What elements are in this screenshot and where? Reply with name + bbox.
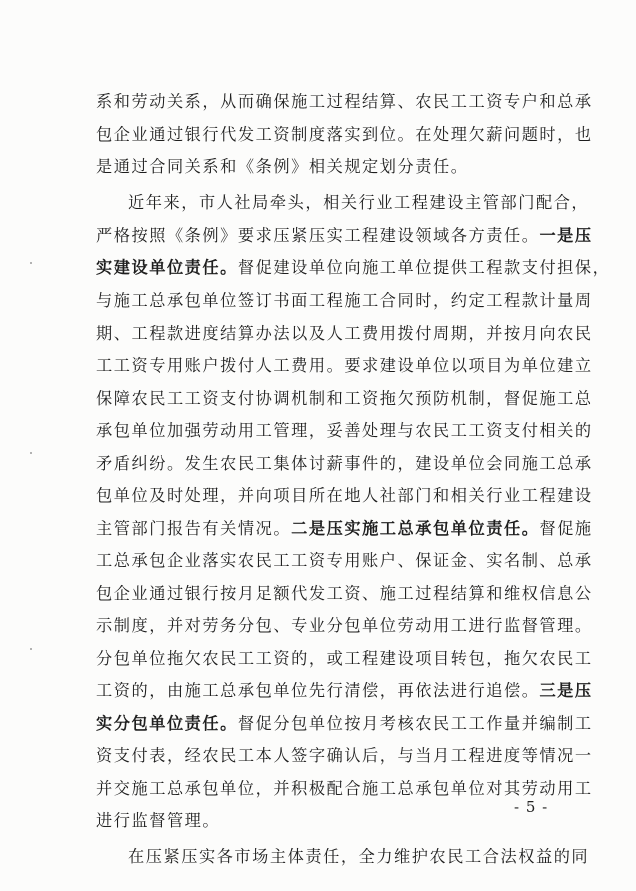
text-line [96, 219, 593, 253]
text-line [96, 609, 593, 643]
bold-text-segment: 二是压实施工总承包单位责任。 [291, 519, 540, 538]
text-line [96, 739, 593, 773]
text-line [96, 772, 593, 806]
text-segment: 示制度，并对劳务分包、专业分包单位劳动用工进行监督管理。 [96, 616, 593, 635]
page-number: - 5 - [514, 798, 549, 816]
text-line [96, 118, 593, 152]
text-line [96, 414, 593, 448]
text-segment: 严格按照《条例》要求压紧压实工程建设领域各方责任。 [96, 226, 540, 245]
text-line [128, 186, 590, 220]
text-line [96, 349, 593, 383]
text-segment: 近年来，市人社局牵头，相关行业工程建设主管部门配合， [128, 193, 590, 212]
text-segment: 在压紧压实各市场主体责任，全力维护农民工合法权益的同 [128, 847, 590, 866]
text-segment: 分包单位拖欠农民工工资的，或工程建设项目转包，拖欠农民工 [96, 649, 593, 668]
text-line [96, 251, 611, 285]
text-segment: 承包单位加强劳动用工管理，妥善处理与农民工工资支付相关的 [96, 421, 593, 440]
text-segment: 期、工程款进度结算办法以及人工费用拨付周期，并按月向农民 [96, 324, 593, 343]
bold-text-segment: 三是压 [539, 681, 593, 700]
text-segment: 工资的，由施工总承包单位先行清偿，再依法进行追偿。 [96, 681, 540, 700]
text-line [96, 674, 593, 708]
text-segment: 督促施 [539, 519, 593, 538]
text-segment: 包企业通过银行按月足额代发工资、施工过程结算和维权信息公 [96, 584, 593, 603]
text-segment: 并交施工总承包单位，并积极配合施工总承包单位对其劳动用工 [96, 779, 593, 798]
text-segment: 进行监督管理。 [96, 811, 221, 830]
text-segment: 是通过合同关系和《条例》相关规定划分责任。 [96, 157, 469, 176]
text-line [96, 447, 593, 481]
scan-mark [30, 452, 32, 454]
text-segment: 保障农民工工资支付协调机制和工资拖欠预防机制，督促施工总 [96, 389, 593, 408]
text-segment: 包企业通过银行代发工资制度落实到位。在处理欠薪问题时，也 [96, 125, 593, 144]
text-segment: 督促建设单位向施工单位提供工程款支付担保， [237, 258, 611, 277]
text-line [96, 642, 593, 676]
bold-text-segment: 一是压 [539, 226, 593, 245]
text-line [96, 85, 593, 119]
text-segment: 工总承包企业落实农民工工资专用账户、保证金、实名制、总承 [96, 551, 593, 570]
text-segment: 包单位及时处理，并向项目所在地人社部门和相关行业工程建设 [96, 486, 593, 505]
text-line [96, 544, 593, 578]
text-line [96, 577, 593, 611]
text-line [96, 479, 593, 513]
text-line [96, 707, 593, 741]
text-segment: 矛盾纠纷。发生农民工集体讨薪事件的，建设单位会同施工总承 [96, 454, 593, 473]
text-segment: 与施工总承包单位签订书面工程施工合同时，约定工程款计量周 [96, 291, 593, 310]
text-segment: 主管部门报告有关情况。 [96, 519, 292, 538]
scan-mark [30, 648, 32, 650]
bold-text-segment: 实分包单位责任。 [96, 714, 238, 733]
text-line [96, 284, 593, 318]
text-segment: 系和劳动关系，从而确保施工过程结算、农民工工资专户和总承 [96, 92, 593, 111]
text-line [128, 840, 590, 874]
text-line [96, 382, 593, 416]
bold-text-segment: 实建设单位责任。 [96, 258, 238, 277]
text-segment: 资支付表，经农民工本人签字确认后，与当月工程进度等情况一 [96, 746, 593, 765]
text-line [96, 512, 593, 546]
text-line [96, 317, 593, 351]
text-line [96, 804, 558, 838]
scan-mark [30, 262, 32, 264]
text-segment: 工工资专用账户拨付人工费用。要求建设单位以项目为单位建立 [96, 356, 593, 375]
text-segment: 督促分包单位按月考核农民工工作量并编制工 [237, 714, 593, 733]
text-line [96, 150, 558, 184]
